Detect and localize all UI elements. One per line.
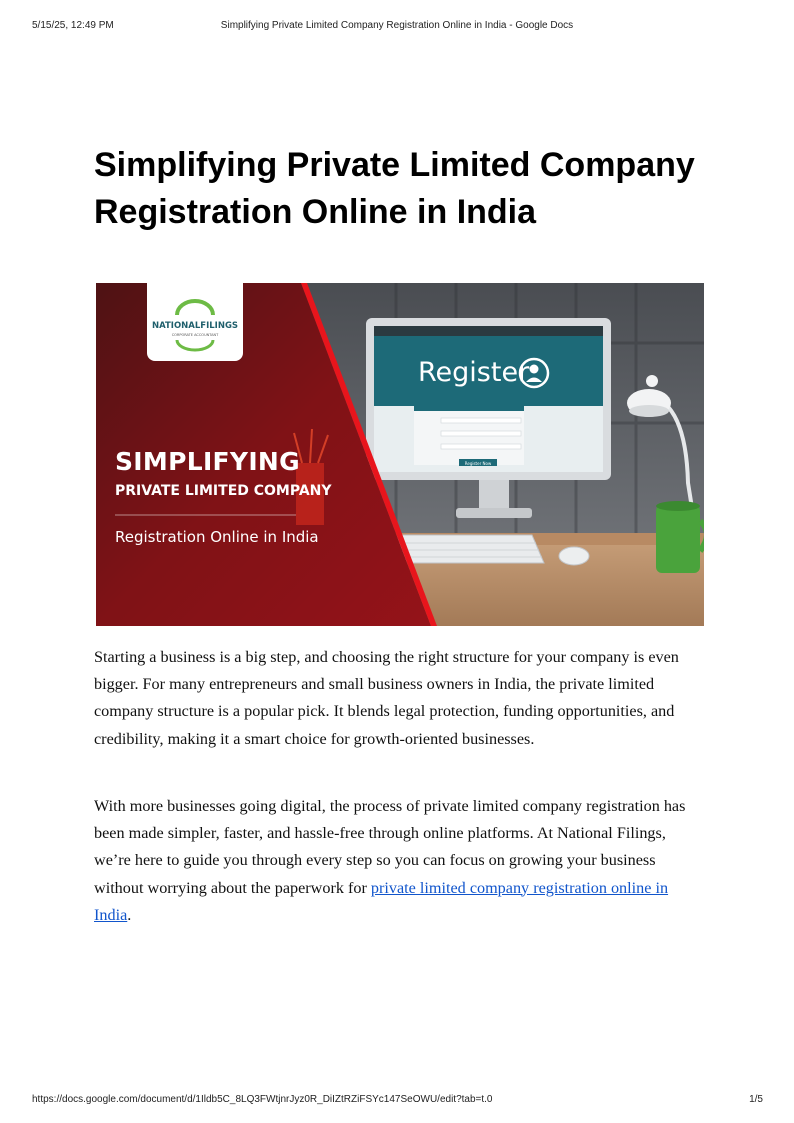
paragraph-national-filings bbox=[94, 793, 704, 929]
print-datetime: 5/15/25, 12:49 PM bbox=[32, 20, 114, 31]
screen-register-button: Register Now bbox=[464, 461, 492, 466]
screen-register-title: Register bbox=[418, 357, 530, 388]
banner-headline: SIMPLIFYING bbox=[115, 447, 300, 476]
paragraph-intro: Starting a business is a big step, and choosing the right structure for your company is even bigger. For many entrepreneurs and small business owners in India, the private limited company structure is a popular pick. It blends legal protection, funding opportunities, and credibility, making it a smart choice for growth-oriented businesses. bbox=[94, 648, 679, 748]
banner-tagline: Registration Online in India bbox=[115, 528, 319, 546]
print-page-number: 1/5 bbox=[749, 1094, 763, 1105]
logo-card bbox=[147, 283, 243, 361]
banner-subheadline: PRIVATE LIMITED COMPANY bbox=[115, 483, 332, 499]
logo-subtext: CORPORATE ACCOUNTANT bbox=[171, 333, 219, 337]
paragraph-end: . bbox=[127, 905, 132, 924]
logo-text: NATIONALFILINGS bbox=[151, 321, 239, 331]
registration-link[interactable]: private limited company registration online in India bbox=[94, 878, 669, 924]
document-title: Simplifying Private Limited Company Registration Online in India bbox=[94, 146, 695, 231]
print-url: https://docs.google.com/document/d/1Ildb5C_8LQ3FWtjnrJyz0R_DiIZtRZiFSYc147SeOWU/edit?tab=t.0 bbox=[32, 1094, 493, 1105]
banner-image bbox=[96, 283, 704, 626]
print-doc-title: Simplifying Private Limited Company Registration Online in India - Google Docs bbox=[220, 20, 574, 31]
paragraph-text: With more businesses going digital, the process of private limited company registration has been made simpler, faster, and hassle-free through online platforms. At National Filings, we’re here to guide you through every step so you can focus on growing your business without worrying about the paperwork for bbox=[94, 797, 686, 897]
